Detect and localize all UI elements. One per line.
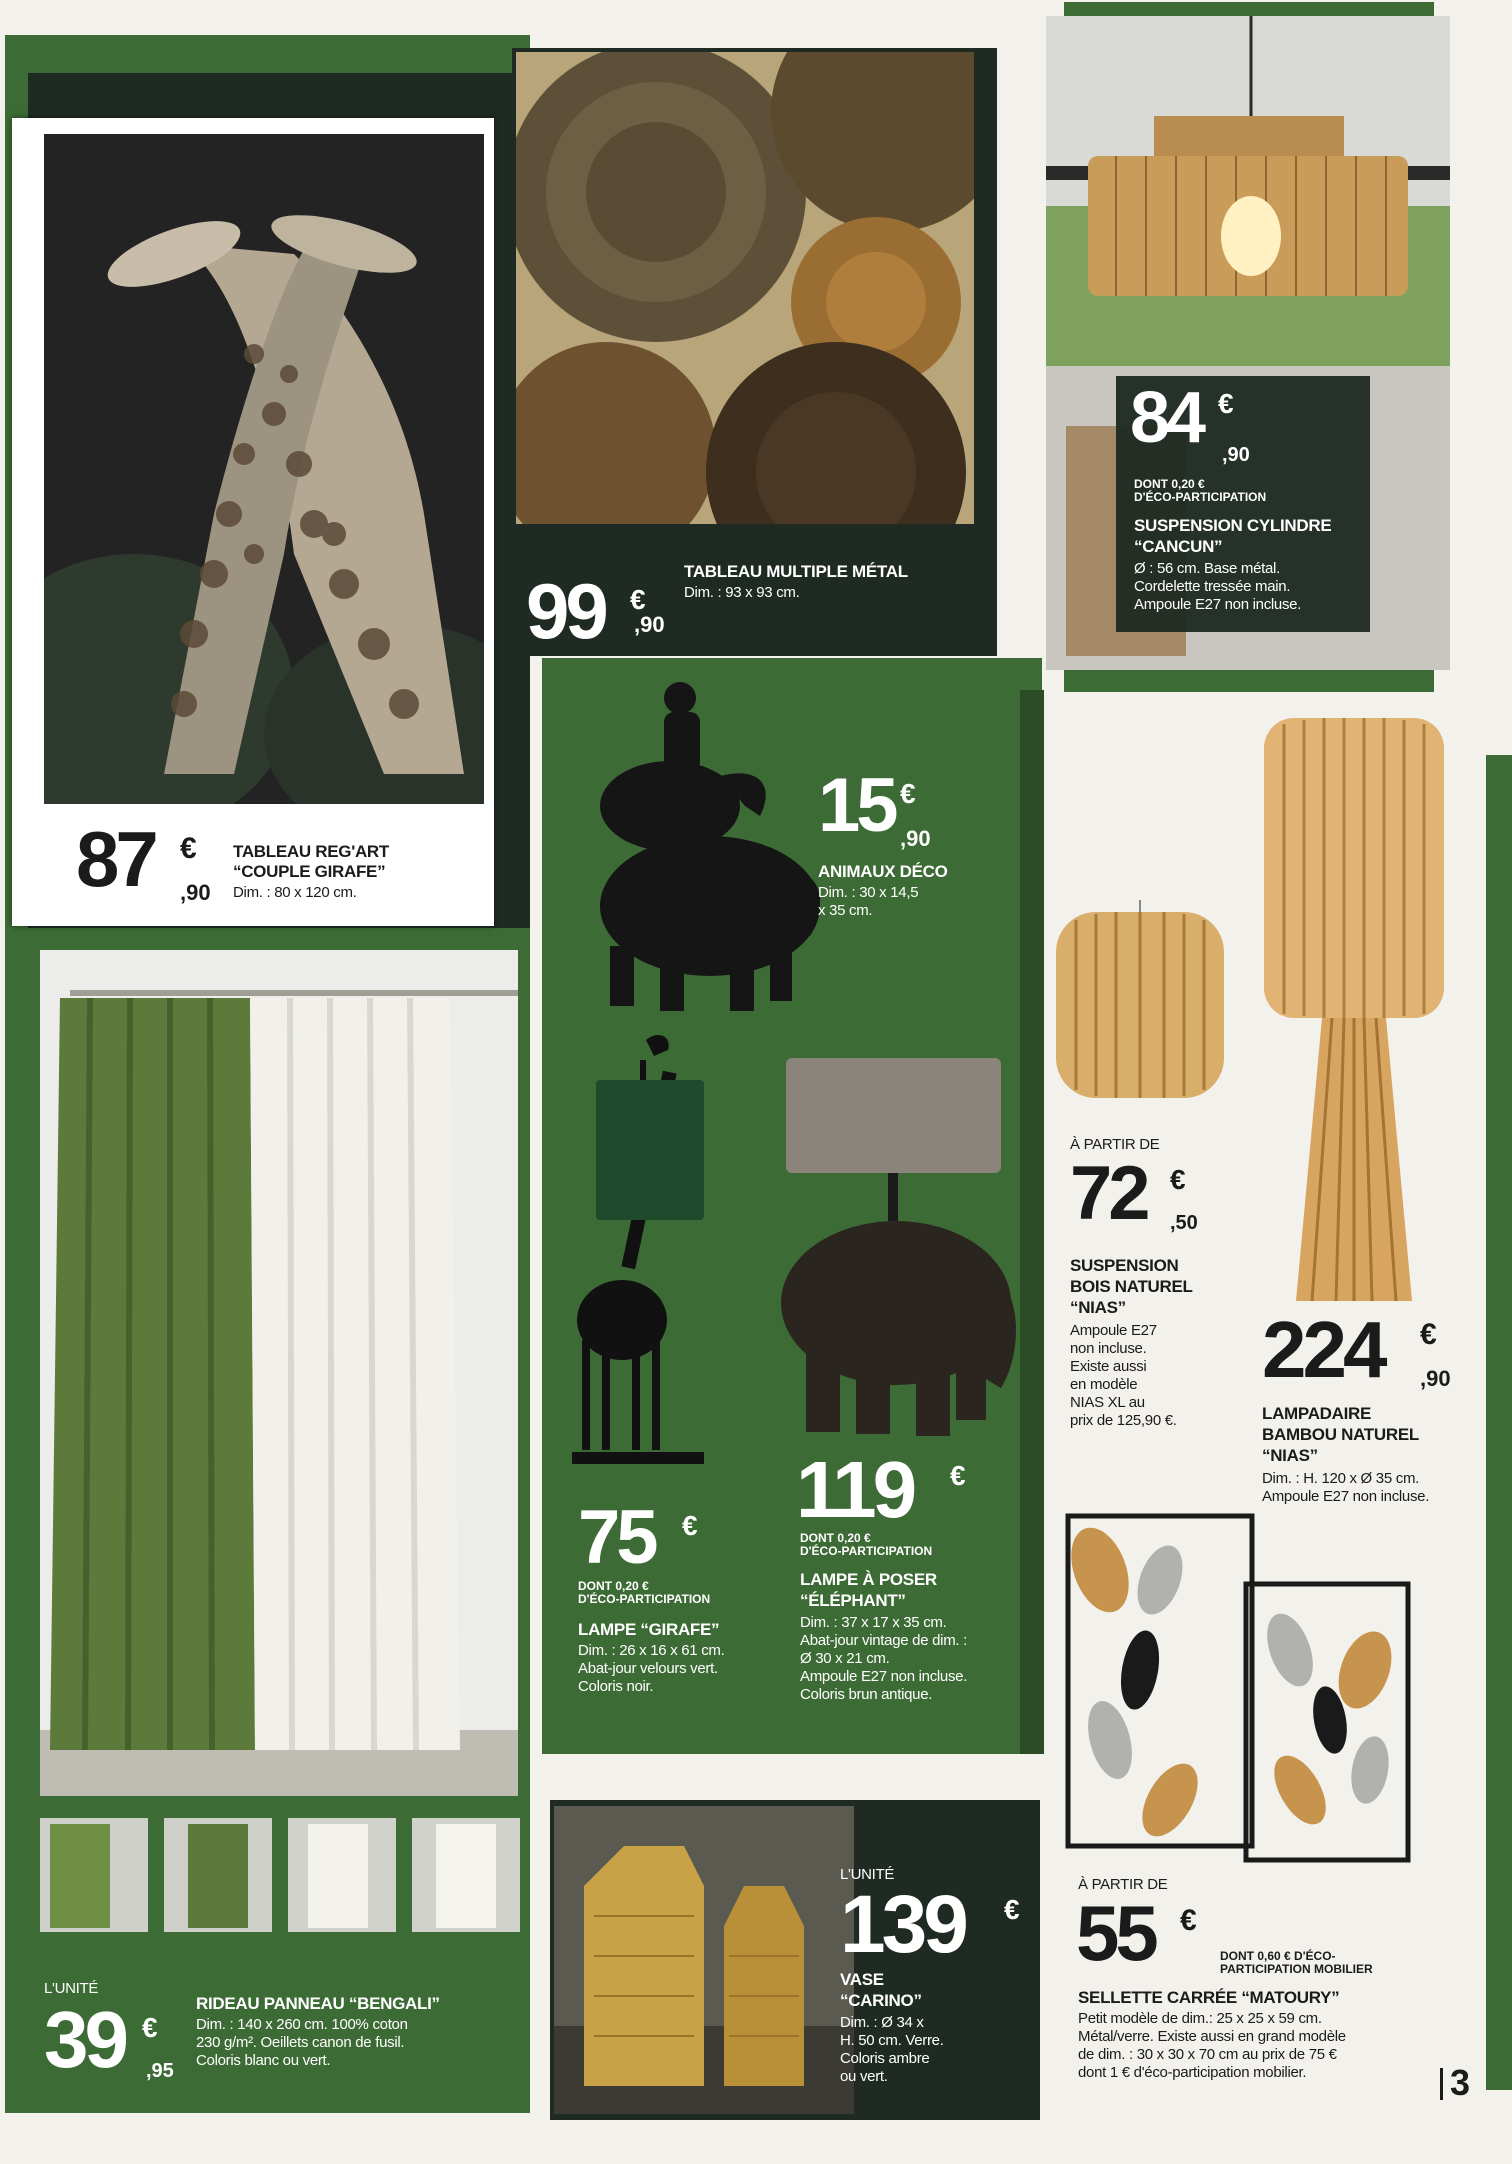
thumbnail-white-2 (412, 1818, 520, 1932)
thumbnail-green-2 (164, 1818, 272, 1932)
nias-desc-3: Existe aussi (1070, 1358, 1147, 1375)
animaux-price (818, 763, 895, 848)
price-int: 119 (796, 1445, 914, 1534)
metal-art-currency: € (630, 584, 646, 615)
rideau-desc-1: Dim. : 140 x 260 cm. 100% coton (196, 2016, 408, 2033)
girafe-art-title-1: TABLEAU REG'ART (233, 842, 389, 861)
cancun-desc-1: Ø : 56 cm. Base métal. (1134, 560, 1280, 577)
floor-lamp-icon (1262, 716, 1448, 1306)
nias-desc-4: en modèle (1070, 1376, 1138, 1393)
rideau-thumbnails (40, 1818, 520, 1938)
girafe-lamp-eco-2: D'ÉCO-PARTICIPATION (578, 1592, 711, 1606)
girafe-lamp-title: LAMPE “GIRAFE” (578, 1620, 720, 1639)
sellette-desc-1: Petit modèle de dim.: 25 x 25 x 59 cm. (1078, 2010, 1322, 2027)
nias-from: À PARTIR DE (1070, 1136, 1160, 1153)
animaux-desc-1: Dim. : 30 x 14,5 (818, 884, 919, 901)
cancun-cents: ,90 (1222, 444, 1250, 466)
vase-desc-3: Coloris ambre (840, 2050, 930, 2067)
nias-price (1070, 1151, 1147, 1236)
girafe-art-currency: € (180, 832, 197, 865)
girafe-art-desc: Dim. : 80 x 120 cm. (233, 884, 357, 901)
lampadaire-cents: ,90 (1420, 1366, 1451, 1391)
price-int: 55 (1076, 1889, 1155, 1977)
elephant-lamp-title-1: LAMPE À POSER (800, 1570, 937, 1589)
elephant-lamp-desc-4: Ampoule E27 non incluse. (800, 1668, 968, 1685)
cancun-title-2: “CANCUN” (1134, 537, 1223, 556)
rideau-desc-3: Coloris blanc ou vert. (196, 2052, 331, 2069)
vase-desc-4: ou vert. (840, 2068, 888, 2085)
price-int: 84 (1130, 378, 1203, 458)
lampadaire-desc-1: Dim. : H. 120 x Ø 35 cm. (1262, 1470, 1420, 1487)
vase-title-2: “CARINO” (840, 1991, 922, 2010)
vase-currency: € (1004, 1894, 1020, 1925)
nias-title-2: BOIS NATUREL (1070, 1277, 1193, 1296)
vase-title-1: VASE (840, 1970, 884, 1989)
sellette-price (1076, 1889, 1155, 1977)
elephant-lamp-desc-1: Dim. : 37 x 17 x 35 cm. (800, 1614, 947, 1631)
rideau-title: RIDEAU PANNEAU “BENGALI” (196, 1994, 440, 2013)
girafe-lamp-desc-3: Coloris noir. (578, 1678, 654, 1695)
animaux-cents: ,90 (900, 826, 931, 851)
nias-currency: € (1170, 1164, 1186, 1195)
cancun-eco-1: DONT 0,20 € (1134, 477, 1205, 491)
elephant-lamp-price (796, 1445, 914, 1534)
sellette-from: À PARTIR DE (1078, 1876, 1168, 1893)
girafe-lamp-desc-1: Dim. : 26 x 16 x 61 cm. (578, 1642, 725, 1659)
girafe-lamp-price (578, 1495, 655, 1580)
sellette-currency: € (1180, 1904, 1197, 1937)
cancun-eco-2: D'ÉCO-PARTICIPATION (1134, 490, 1267, 504)
plant-stand-icon (1060, 1510, 1420, 1870)
girafe-art-title-2: “COUPLE GIRAFE” (233, 862, 386, 881)
rideau-unit: L'UNITÉ (44, 1980, 99, 1997)
girafe-art-price (76, 815, 155, 903)
rideau-price (44, 1995, 125, 2084)
price-int: 139 (840, 1879, 965, 1970)
elephant-lamp-eco-1: DONT 0,20 € (800, 1531, 871, 1545)
lampadaire-title-2: BAMBOU NATUREL (1262, 1425, 1419, 1444)
vase-desc-1: Dim. : Ø 34 x (840, 2014, 924, 2031)
metal-art-image (516, 52, 974, 524)
page-number-rule (1440, 2068, 1443, 2100)
thumbnail-white-1 (288, 1818, 396, 1932)
cancun-desc-2: Cordelette tressée main. (1134, 578, 1291, 595)
elephant-lamp-desc-3: Ø 30 x 21 cm. (800, 1650, 890, 1667)
sellette-title: SELLETTE CARRÉE “MATOURY” (1078, 1988, 1340, 2007)
price-int: 75 (578, 1495, 655, 1580)
vase-price (840, 1879, 965, 1970)
elephant-lamp-title-2: “ÉLÉPHANT” (800, 1591, 906, 1610)
price-int: 72 (1070, 1151, 1147, 1236)
sellette-eco-2: PARTICIPATION MOBILIER (1220, 1962, 1373, 1976)
girafe-lamp-desc-2: Abat-jour velours vert. (578, 1660, 718, 1677)
nias-desc-1: Ampoule E27 (1070, 1322, 1157, 1339)
vase-image (554, 1806, 854, 2114)
animaux-desc-2: x 35 cm. (818, 902, 873, 919)
cancun-desc-3: Ampoule E27 non incluse. (1134, 596, 1302, 613)
vase-unit: L'UNITÉ (840, 1866, 895, 1883)
giraffe-illustration-icon (44, 134, 484, 804)
cancun-price (1130, 378, 1203, 458)
girafe-lamp-eco-1: DONT 0,20 € (578, 1579, 649, 1593)
sellette-desc-2: Métal/verre. Existe aussi en grand modèle (1078, 2028, 1346, 2045)
price-int: 99 (526, 567, 605, 655)
price-int: 87 (76, 815, 155, 903)
vase-icon (554, 1806, 854, 2114)
metal-art-cents: ,90 (634, 612, 665, 637)
rideau-currency: € (142, 2012, 158, 2043)
lampadaire-price (1262, 1305, 1384, 1394)
nias-desc-5: NIAS XL au (1070, 1394, 1145, 1411)
cancun-title-1: SUSPENSION CYLINDRE (1134, 516, 1332, 535)
elephant-lamp-eco-2: D'ÉCO-PARTICIPATION (800, 1544, 933, 1558)
nias-desc-6: prix de 125,90 €. (1070, 1412, 1177, 1429)
right-edge-green-bar (1486, 755, 1512, 2090)
rideau-cents: ,95 (146, 2060, 174, 2082)
lampadaire-desc-2: Ampoule E27 non incluse. (1262, 1488, 1430, 1505)
lampadaire-currency: € (1420, 1318, 1437, 1351)
girafe-art-cents: ,90 (180, 880, 211, 905)
metal-art-desc: Dim. : 93 x 93 cm. (684, 584, 800, 601)
girafe-art-image (44, 134, 484, 804)
sellette-desc-4: dont 1 € d'éco-participation mobilier. (1078, 2064, 1307, 2081)
nias-title-3: “NIAS” (1070, 1298, 1126, 1317)
price-int: 15 (818, 763, 895, 848)
cancun-currency: € (1218, 388, 1234, 419)
page-number: 3 (1450, 2062, 1471, 2103)
nias-title-1: SUSPENSION (1070, 1256, 1179, 1275)
elephant-lamp-desc-2: Abat-jour vintage de dim. : (800, 1632, 967, 1649)
lampadaire-title-1: LAMPADAIRE (1262, 1404, 1372, 1423)
nias-cents: ,50 (1170, 1212, 1198, 1234)
elephant-lamp-currency: € (950, 1460, 966, 1491)
nias-desc-2: non incluse. (1070, 1340, 1147, 1357)
thumbnail-green-1 (40, 1818, 148, 1932)
metal-art-title: TABLEAU MULTIPLE MÉTAL (684, 562, 908, 581)
nias-pendant-icon (1052, 900, 1228, 1110)
price-int: 224 (1262, 1305, 1384, 1394)
lampadaire-title-3: “NIAS” (1262, 1446, 1318, 1465)
elephant-stack-statue-icon (560, 676, 820, 1016)
girafe-lamp-currency: € (682, 1510, 698, 1541)
metal-circles-icon (516, 52, 974, 524)
animaux-title: ANIMAUX DÉCO (818, 862, 948, 881)
vase-desc-2: H. 50 cm. Verre. (840, 2032, 944, 2049)
sellette-eco-1: DONT 0,60 € D'ÉCO- (1220, 1949, 1336, 1963)
metal-art-price (526, 567, 605, 655)
elephant-lamp-icon (776, 1058, 1026, 1448)
giraffe-lamp-icon (562, 1030, 722, 1470)
elephant-lamp-desc-5: Coloris brun antique. (800, 1686, 933, 1703)
curtains-icon (40, 950, 518, 1796)
sellette-desc-3: de dim. : 30 x 30 x 70 cm au prix de 75 € (1078, 2046, 1337, 2063)
rideau-image (40, 950, 518, 1796)
price-int: 39 (44, 1995, 125, 2084)
animaux-currency: € (900, 778, 916, 809)
rideau-desc-2: 230 g/m². Oeillets canon de fusil. (196, 2034, 405, 2051)
